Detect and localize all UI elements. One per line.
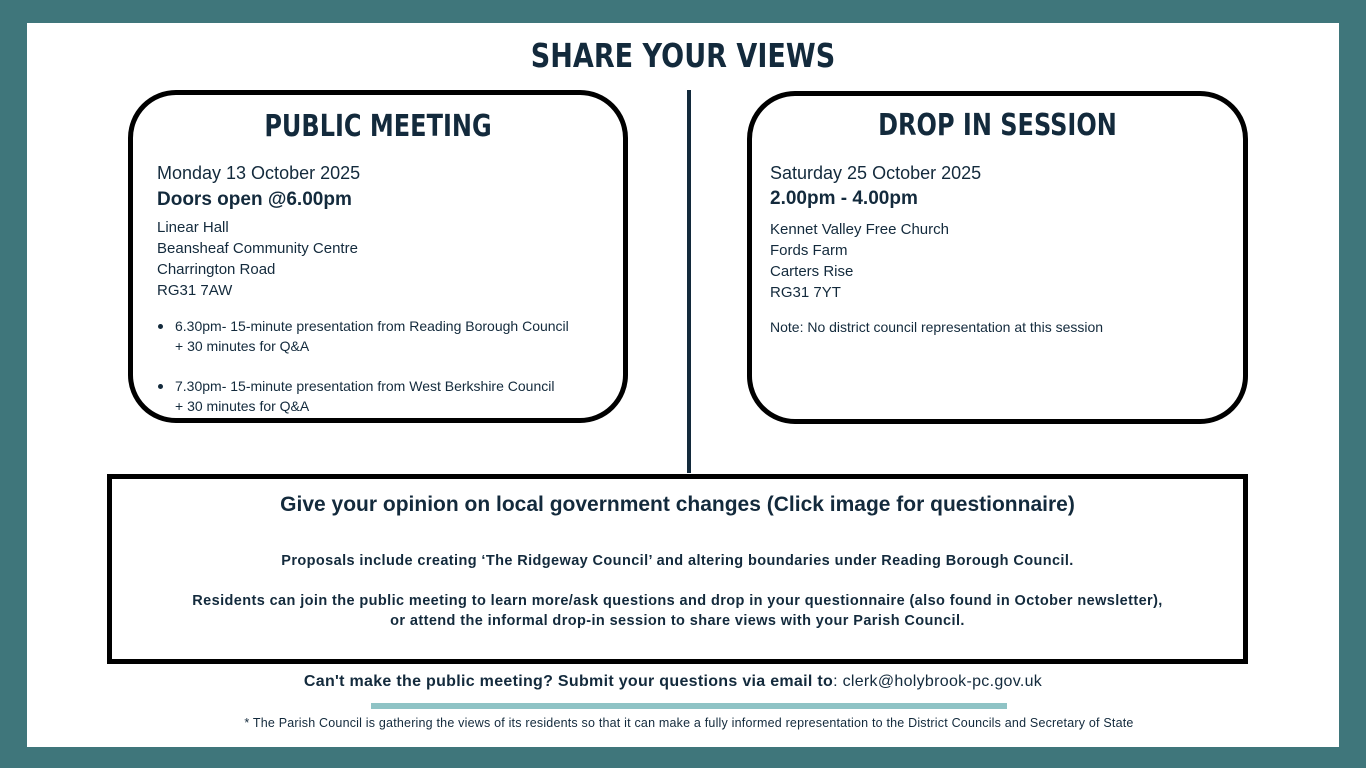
address-line: Charrington Road (157, 261, 276, 278)
drop-in-address (770, 219, 949, 303)
drop-in-date: Saturday 25 October 2025 (770, 163, 982, 183)
proposals-text: Proposals include creating ‘The Ridgeway Council’ and altering boundaries under Reading Borough Council. (281, 553, 1074, 569)
public-meeting-title: PUBLIC MEETING (264, 109, 492, 144)
drop-in-session-box (747, 91, 1248, 424)
address-line: RG31 7AW (157, 282, 233, 299)
drop-in-title: DROP IN SESSION (878, 108, 1117, 143)
agenda-item: 7.30pm- 15-minute presentation from West Berkshire Council + 30 minutes for Q&A (157, 376, 569, 416)
page-title: SHARE YOUR VIEWS (530, 36, 836, 75)
drop-in-note: Note: No district council representation at this session (770, 319, 1104, 335)
residents-text-line-2: or attend the informal drop-in session to share views with your Parish Council. (390, 613, 965, 629)
footnote: * The Parish Council is gathering the views of its residents so that it can make a fully informed representation to the District Councils and Secretary of State (244, 716, 1134, 730)
address-line: Kennet Valley Free Church (770, 221, 949, 238)
accent-bar (371, 703, 1007, 709)
clerk-email-link[interactable]: clerk@holybrook-pc.gov.uk (842, 673, 1043, 690)
address-line: Carters Rise (770, 263, 854, 280)
email-questions-line (0, 673, 1346, 691)
public-meeting-time: Doors open @6.00pm (157, 189, 352, 210)
email-separator: : (833, 673, 838, 690)
address-line: Fords Farm (770, 242, 848, 259)
address-line: Linear Hall (157, 219, 229, 236)
public-meeting-date: Monday 13 October 2025 (157, 163, 361, 183)
address-line: Beansheaf Community Centre (157, 240, 358, 257)
questionnaire-heading[interactable]: Give your opinion on local government changes (Click image for questionnaire) (280, 493, 1075, 516)
public-meeting-address (157, 217, 358, 301)
email-prompt: Can't make the public meeting? Submit your questions via email to (303, 673, 834, 690)
agenda-list (157, 316, 569, 436)
public-meeting-box (128, 90, 628, 423)
drop-in-time: 2.00pm - 4.00pm (770, 188, 918, 209)
residents-text-line-1: Residents can join the public meeting to learn more/ask questions and drop in your questionnaire (also found in October newsletter), (192, 593, 1163, 609)
address-line: RG31 7YT (770, 284, 841, 301)
agenda-item: 6.30pm- 15-minute presentation from Reading Borough Council + 30 minutes for Q&A (157, 316, 569, 356)
questionnaire-link-box[interactable] (107, 474, 1248, 664)
vertical-divider (687, 90, 691, 473)
